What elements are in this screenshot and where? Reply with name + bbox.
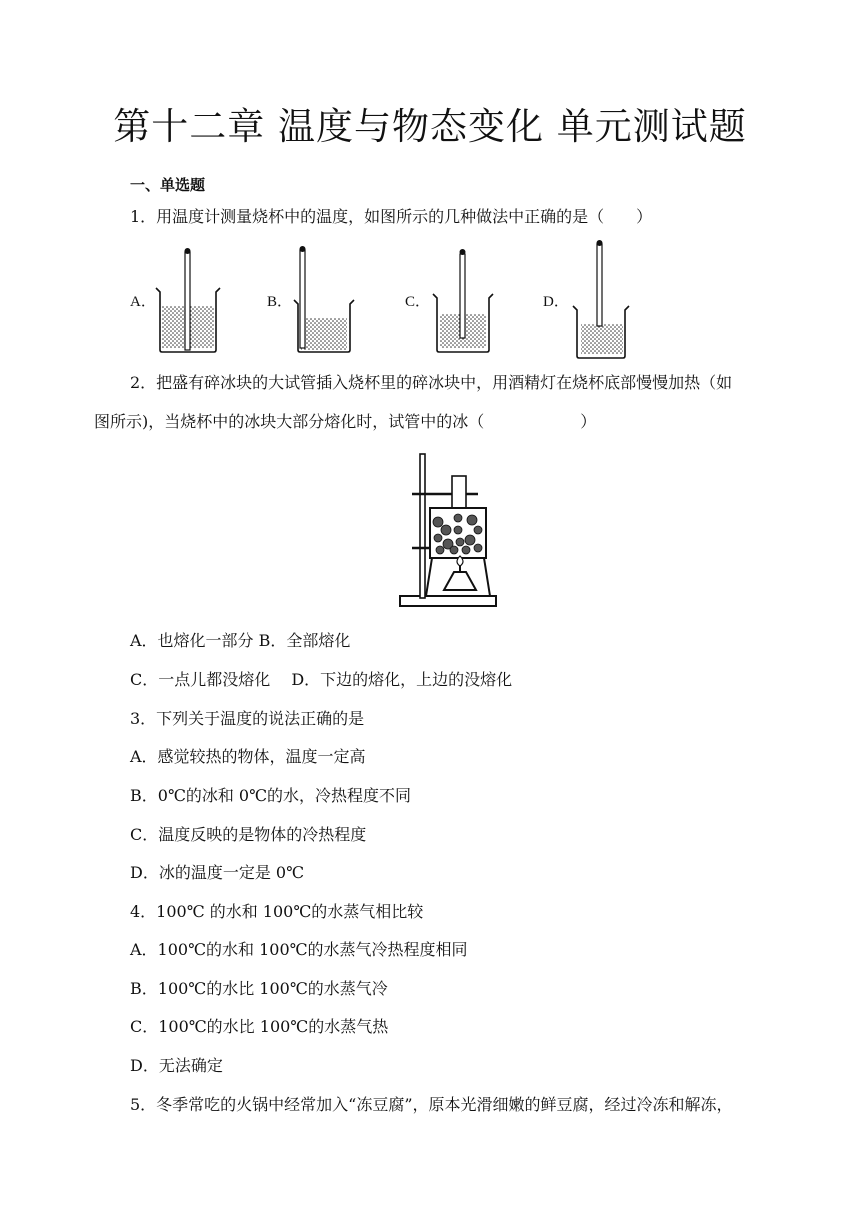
page-title: 第十二章 温度与物态变化 单元测试题: [113, 105, 747, 148]
q3-option-d: D．冰的温度一定是 0℃: [130, 863, 304, 882]
q4-option-b: B．100℃的水比 100℃的水蒸气冷: [130, 979, 388, 998]
q1-option-c-label: C．: [405, 294, 431, 310]
q1-option-a-label: A．: [130, 294, 156, 310]
q4-option-d: D．无法确定: [130, 1056, 223, 1075]
q2-stem-line1: 2．把盛有碎冰块的大试管插入烧杯里的碎冰块中，用酒精灯在烧杯底部慢慢加热（如: [130, 373, 733, 392]
q3-option-c: C．温度反映的是物体的冷热程度: [130, 825, 367, 844]
q1-stem: 1．用温度计测量烧杯中的温度，如图所示的几种做法中正确的是（ ）: [130, 207, 653, 226]
q2-stem-line2: 图所示)，当烧杯中的冰块大部分熔化时，试管中的冰（ ）: [94, 412, 597, 431]
q2-apparatus-figure: [398, 450, 508, 610]
q2-options-line2: C．一点儿都没熔化 D．下边的熔化，上边的没熔化: [130, 670, 513, 689]
q1-option-b-label: B．: [267, 294, 293, 310]
q3-stem: 3．下列关于温度的说法正确的是: [130, 709, 365, 728]
q4-stem: 4．100℃ 的水和 100℃的水蒸气相比较: [130, 902, 424, 921]
beaker-a-figure: [156, 248, 220, 352]
q3-option-b: B．0℃的冰和 0℃的水，冷热程度不同: [130, 786, 412, 805]
q4-option-c: C．100℃的水比 100℃的水蒸气热: [130, 1017, 389, 1036]
beaker-b-figure: [294, 246, 354, 352]
q3-option-a: A．感觉较热的物体，温度一定高: [130, 747, 366, 766]
beaker-d-figure: [573, 240, 629, 358]
beaker-c-figure: [433, 249, 493, 352]
q2-options-line1: A．也熔化一部分 B．全部熔化: [130, 631, 351, 650]
q5-stem: 5．冬季常吃的火锅中经常加入“冻豆腐”，原本光滑细嫩的鲜豆腐，经过冷冻和解冻，: [130, 1095, 733, 1114]
q4-option-a: A．100℃的水和 100℃的水蒸气冷热程度相同: [130, 940, 468, 959]
q1-option-d-label: D．: [543, 294, 569, 310]
section-heading: 一、单选题: [130, 176, 206, 194]
